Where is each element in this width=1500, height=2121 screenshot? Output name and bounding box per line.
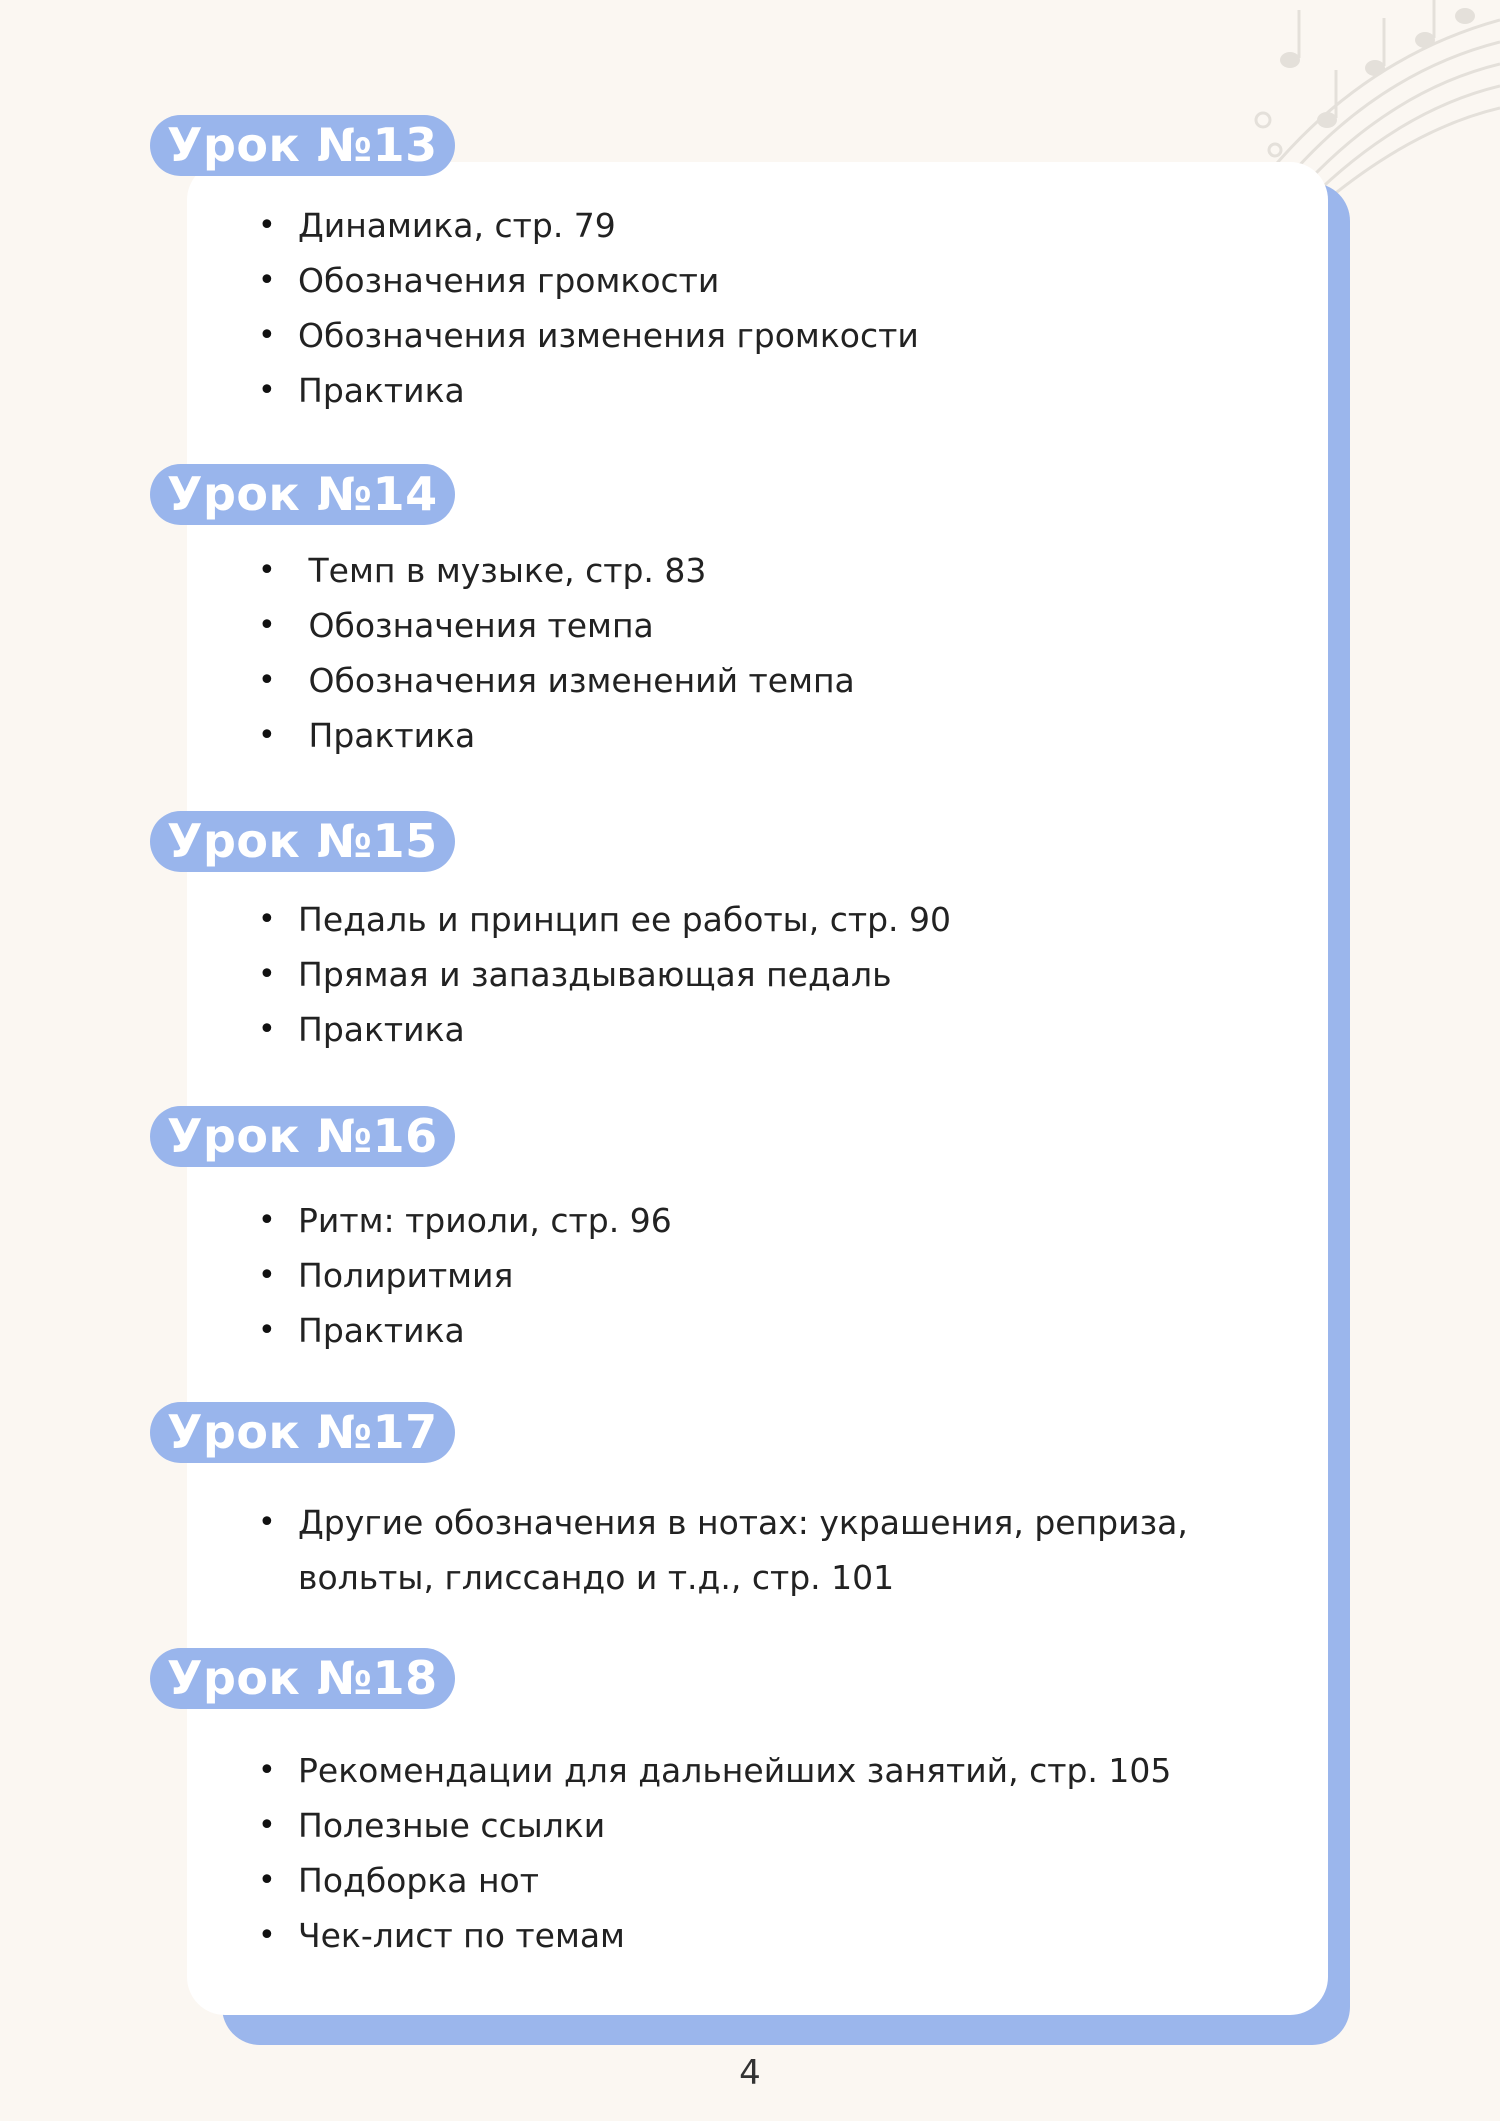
bullet-icon: • xyxy=(258,1012,276,1047)
topic-text: Педаль и принцип ее работы, стр. 90 xyxy=(298,900,951,939)
lesson-title-badge: Урок №15 xyxy=(150,811,455,872)
topic-text: Обозначения изменения громкости xyxy=(298,316,919,355)
lesson-15-header xyxy=(150,811,455,872)
bullet-icon: • xyxy=(258,1863,276,1898)
list-item xyxy=(258,1193,1318,1248)
lesson-13-topics xyxy=(258,198,1318,418)
bullet-icon: • xyxy=(258,663,276,698)
list-item xyxy=(258,598,1318,653)
topic-text: Практика xyxy=(298,716,476,755)
topic-text: Подборка нот xyxy=(298,1861,539,1900)
topic-text: Чек-лист по темам xyxy=(298,1916,625,1955)
topic-text: Обозначения громкости xyxy=(298,261,720,300)
topic-text: Другие обозначения в нотах: украшения, реприза, вольты, глиссандо и т.д., стр. 101 xyxy=(298,1503,1199,1597)
topic-text: Обозначения темпа xyxy=(298,606,654,645)
bullet-icon: • xyxy=(258,1808,276,1843)
topic-text: Обозначения изменений темпа xyxy=(298,661,855,700)
topic-text: Практика xyxy=(298,1010,465,1049)
lesson-13-header xyxy=(150,115,455,176)
list-item xyxy=(258,1743,1318,1798)
list-item xyxy=(258,1495,1318,1605)
list-item xyxy=(258,1002,1318,1057)
lesson-14-header xyxy=(150,464,455,525)
bullet-icon: • xyxy=(258,1753,276,1788)
topic-text: Динамика, стр. 79 xyxy=(298,206,616,245)
list-item xyxy=(258,708,1318,763)
page-number: 4 xyxy=(739,2053,761,2093)
lesson-title-badge: Урок №16 xyxy=(150,1106,455,1167)
topic-text: Прямая и запаздывающая педаль xyxy=(298,955,892,994)
list-item xyxy=(258,1248,1318,1303)
bullet-icon: • xyxy=(258,553,276,588)
bullet-icon: • xyxy=(258,318,276,353)
topic-text: Практика xyxy=(298,1311,465,1350)
topic-text: Рекомендации для дальнейших занятий, стр. 105 xyxy=(298,1751,1172,1790)
topic-text: Полиритмия xyxy=(298,1256,514,1295)
list-item xyxy=(258,308,1318,363)
list-item xyxy=(258,947,1318,1002)
bullet-icon: • xyxy=(258,1918,276,1953)
list-item xyxy=(258,892,1318,947)
topic-text: Полезные ссылки xyxy=(298,1806,606,1845)
lesson-16-header xyxy=(150,1106,455,1167)
lesson-14-topics xyxy=(258,543,1318,763)
list-item xyxy=(258,253,1318,308)
lesson-title-badge: Урок №13 xyxy=(150,115,455,176)
bullet-icon: • xyxy=(258,1505,276,1540)
bullet-icon: • xyxy=(258,1258,276,1293)
lesson-title-badge: Урок №17 xyxy=(150,1402,455,1463)
list-item xyxy=(258,1798,1318,1853)
bullet-icon: • xyxy=(258,718,276,753)
content-card xyxy=(187,162,1328,2015)
list-item xyxy=(258,198,1318,253)
list-item xyxy=(258,1908,1318,1963)
topic-text: Ритм: триоли, стр. 96 xyxy=(298,1201,672,1240)
bullet-icon: • xyxy=(258,263,276,298)
list-item xyxy=(258,363,1318,418)
bullet-icon: • xyxy=(258,208,276,243)
topic-text: Темп в музыке, стр. 83 xyxy=(298,551,707,590)
bullet-icon: • xyxy=(258,1313,276,1348)
bullet-icon: • xyxy=(258,957,276,992)
lesson-title-badge: Урок №18 xyxy=(150,1648,455,1709)
lesson-17-header xyxy=(150,1402,455,1463)
bullet-icon: • xyxy=(258,902,276,937)
lesson-17-topics xyxy=(258,1495,1318,1605)
lesson-title-badge: Урок №14 xyxy=(150,464,455,525)
bullet-icon: • xyxy=(258,1203,276,1238)
bullet-icon: • xyxy=(258,373,276,408)
list-item xyxy=(258,1853,1318,1908)
lesson-18-header xyxy=(150,1648,455,1709)
lesson-18-topics xyxy=(258,1743,1318,1963)
topic-text: Практика xyxy=(298,371,465,410)
lesson-16-topics xyxy=(258,1193,1318,1358)
list-item xyxy=(258,653,1318,708)
list-item xyxy=(258,1303,1318,1358)
bullet-icon: • xyxy=(258,608,276,643)
lesson-15-topics xyxy=(258,892,1318,1057)
list-item xyxy=(258,543,1318,598)
